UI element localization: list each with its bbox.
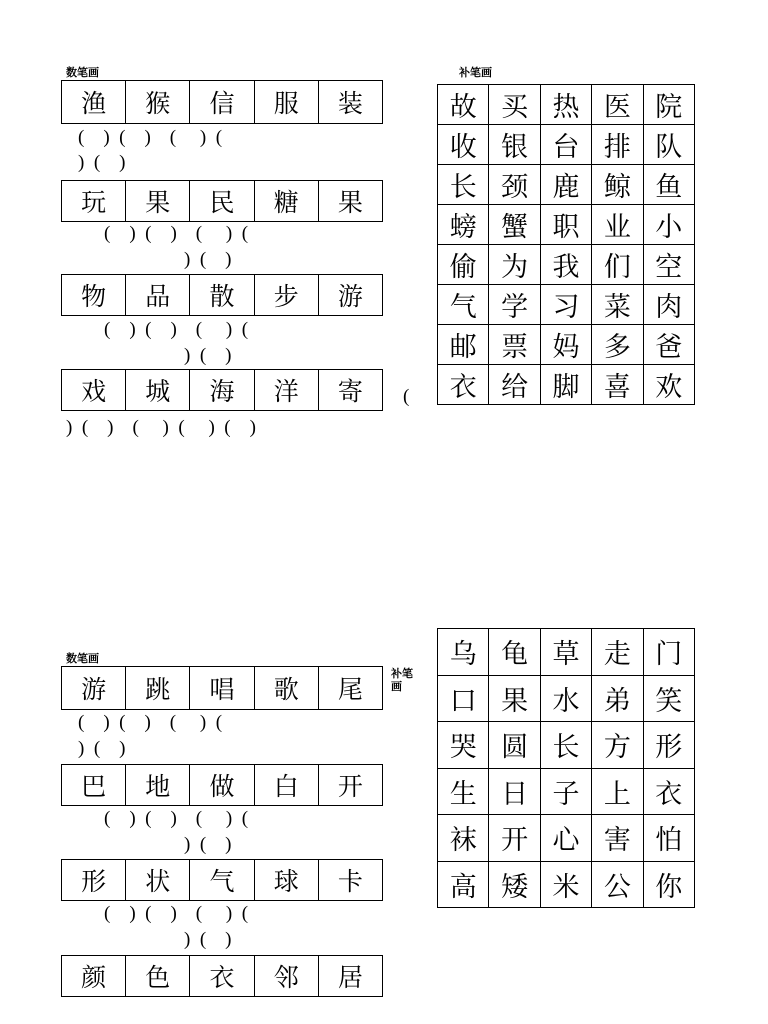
char-cell: 气 — [190, 860, 254, 900]
char-cell: 玩 — [62, 181, 126, 221]
char-cell: 居 — [337, 963, 363, 992]
char-cell: 糖 — [255, 181, 319, 221]
grid-cell: 长 — [540, 722, 591, 769]
grid-cell: 心 — [540, 815, 591, 862]
fill-strokes-label: 补笔画 — [459, 66, 492, 79]
grid-cell: 公 — [592, 861, 643, 908]
grid-cell: 高 — [438, 861, 489, 908]
grid-cell: 们 — [592, 245, 643, 285]
grid-cell: 鲸 — [592, 165, 643, 205]
grid-row — [438, 285, 695, 325]
grid-cell: 乌 — [438, 629, 489, 676]
grid-row — [438, 325, 695, 365]
grid-cell: 台 — [540, 125, 591, 165]
char-row — [61, 180, 383, 222]
grid-cell: 妈 — [540, 325, 591, 365]
char-cell: 信 — [190, 81, 254, 123]
grid-cell: 长 — [438, 165, 489, 205]
grid-row — [438, 245, 695, 285]
grid-cell: 螃 — [438, 205, 489, 245]
char-row — [61, 859, 383, 901]
grid-cell: 龟 — [489, 629, 540, 676]
char-cell: 色 — [126, 956, 190, 996]
char-cell: 衣 — [190, 956, 254, 996]
char-cell: 海 — [190, 370, 254, 410]
grid-cell: 你 — [643, 861, 694, 908]
answer-blanks[interactable]: ( ) ( ) ( ) ( — [78, 127, 223, 148]
char-cell: 渔 — [62, 81, 126, 123]
grid-cell: 生 — [438, 768, 489, 815]
char-cell: 地 — [126, 765, 190, 805]
char-cell: 颜 — [62, 956, 126, 996]
char-cell: 服 — [255, 81, 319, 123]
char-cell: 邻 — [255, 956, 319, 996]
grid-row — [438, 815, 695, 862]
char-cell: 形 — [62, 860, 126, 900]
fill-strokes-label: 补笔 — [391, 667, 413, 680]
grid-cell: 买 — [489, 85, 540, 125]
char-cell: 唱 — [190, 667, 254, 709]
grid-cell: 鱼 — [643, 165, 694, 205]
grid-cell: 脚 — [540, 365, 591, 405]
answer-blanks[interactable]: ) ( ) — [78, 738, 126, 759]
char-cell: 巴 — [62, 765, 126, 805]
grid-cell: 水 — [540, 675, 591, 722]
grid-cell: 方 — [592, 722, 643, 769]
grid-row — [438, 675, 695, 722]
char-cell: 戏 — [62, 370, 126, 410]
grid-cell: 果 — [489, 675, 540, 722]
grid-cell: 我 — [540, 245, 591, 285]
answer-blanks[interactable]: ( ) ( ) ( ) ( — [104, 808, 249, 829]
answer-blanks[interactable]: ) ( ) — [184, 249, 232, 270]
char-cell: 游 — [62, 667, 126, 709]
char-cell: 游 — [337, 282, 363, 311]
grid-cell: 形 — [643, 722, 694, 769]
grid-cell: 圆 — [489, 722, 540, 769]
char-cell: 步 — [255, 275, 319, 315]
char-cell: 品 — [126, 275, 190, 315]
grid-cell: 排 — [592, 125, 643, 165]
grid-cell: 颈 — [489, 165, 540, 205]
grid-cell: 鹿 — [540, 165, 591, 205]
char-grid — [437, 84, 695, 405]
answer-blanks[interactable]: ) ( ) ( ) ( ) ( ) — [66, 417, 256, 438]
grid-cell: 门 — [643, 629, 694, 676]
char-cell: 球 — [255, 860, 319, 900]
grid-cell: 蟹 — [489, 205, 540, 245]
char-cell: 跳 — [126, 667, 190, 709]
char-cell: 做 — [190, 765, 254, 805]
grid-cell: 怕 — [643, 815, 694, 862]
char-row — [61, 369, 383, 411]
char-row — [61, 274, 383, 316]
grid-cell: 队 — [643, 125, 694, 165]
grid-cell: 肉 — [643, 285, 694, 325]
grid-cell: 菜 — [592, 285, 643, 325]
grid-cell: 医 — [592, 85, 643, 125]
grid-cell: 口 — [438, 675, 489, 722]
answer-blanks[interactable]: ) ( ) — [184, 929, 232, 950]
grid-cell: 偷 — [438, 245, 489, 285]
grid-cell: 袜 — [438, 815, 489, 862]
grid-row — [438, 125, 695, 165]
grid-cell: 收 — [438, 125, 489, 165]
char-row — [61, 80, 383, 124]
grid-cell: 空 — [643, 245, 694, 285]
answer-blanks[interactable]: ) ( ) — [184, 345, 232, 366]
grid-cell: 小 — [643, 205, 694, 245]
grid-cell: 衣 — [643, 768, 694, 815]
grid-cell: 草 — [540, 629, 591, 676]
grid-cell: 衣 — [438, 365, 489, 405]
grid-cell: 弟 — [592, 675, 643, 722]
char-cell: 寄 — [337, 377, 363, 406]
char-row — [61, 955, 383, 997]
answer-blanks[interactable]: ( — [403, 386, 410, 407]
grid-cell: 上 — [592, 768, 643, 815]
grid-cell: 习 — [540, 285, 591, 325]
char-cell: 散 — [190, 275, 254, 315]
char-row — [61, 764, 383, 806]
grid-cell: 学 — [489, 285, 540, 325]
grid-row — [438, 629, 695, 676]
grid-cell: 邮 — [438, 325, 489, 365]
char-grid — [437, 628, 695, 908]
grid-row — [438, 205, 695, 245]
grid-cell: 职 — [540, 205, 591, 245]
char-cell: 猴 — [126, 81, 190, 123]
char-cell: 歌 — [255, 667, 319, 709]
grid-row — [438, 861, 695, 908]
grid-cell: 为 — [489, 245, 540, 285]
char-cell: 洋 — [255, 370, 319, 410]
grid-cell: 笑 — [643, 675, 694, 722]
grid-cell: 热 — [540, 85, 591, 125]
grid-cell: 故 — [438, 85, 489, 125]
count-strokes-label: 数笔画 — [66, 652, 99, 665]
answer-blanks[interactable]: ( ) ( ) ( ) ( — [104, 319, 249, 340]
grid-cell: 票 — [489, 325, 540, 365]
char-cell: 装 — [337, 89, 363, 118]
grid-row — [438, 768, 695, 815]
grid-row — [438, 365, 695, 405]
answer-blanks[interactable]: ( ) ( ) ( ) ( — [104, 903, 249, 924]
grid-row — [438, 165, 695, 205]
char-cell: 卡 — [337, 867, 363, 896]
count-strokes-label: 数笔画 — [66, 66, 99, 79]
grid-cell: 开 — [489, 815, 540, 862]
char-cell: 白 — [255, 765, 319, 805]
grid-cell: 走 — [592, 629, 643, 676]
grid-cell: 害 — [592, 815, 643, 862]
grid-cell: 子 — [540, 768, 591, 815]
answer-blanks[interactable]: ) ( ) — [78, 152, 126, 173]
grid-cell: 多 — [592, 325, 643, 365]
char-cell: 状 — [126, 860, 190, 900]
char-cell: 果 — [126, 181, 190, 221]
fill-strokes-label-cont: 画 — [391, 680, 402, 693]
grid-cell: 矮 — [489, 861, 540, 908]
grid-row — [438, 722, 695, 769]
grid-cell: 米 — [540, 861, 591, 908]
answer-blanks[interactable]: ) ( ) — [184, 834, 232, 855]
grid-cell: 给 — [489, 365, 540, 405]
char-cell: 城 — [126, 370, 190, 410]
grid-cell: 哭 — [438, 722, 489, 769]
char-cell: 民 — [190, 181, 254, 221]
answer-blanks[interactable]: ( ) ( ) ( ) ( — [104, 223, 249, 244]
answer-blanks[interactable]: ( ) ( ) ( ) ( — [78, 712, 223, 733]
char-cell: 果 — [337, 188, 363, 217]
grid-cell: 喜 — [592, 365, 643, 405]
char-row — [61, 666, 383, 710]
grid-cell: 欢 — [643, 365, 694, 405]
grid-row — [438, 85, 695, 125]
grid-cell: 业 — [592, 205, 643, 245]
grid-cell: 院 — [643, 85, 694, 125]
char-cell: 尾 — [337, 675, 363, 704]
char-cell: 物 — [62, 275, 126, 315]
grid-cell: 日 — [489, 768, 540, 815]
grid-cell: 爸 — [643, 325, 694, 365]
char-cell: 开 — [337, 772, 363, 801]
grid-cell: 银 — [489, 125, 540, 165]
grid-cell: 气 — [438, 285, 489, 325]
